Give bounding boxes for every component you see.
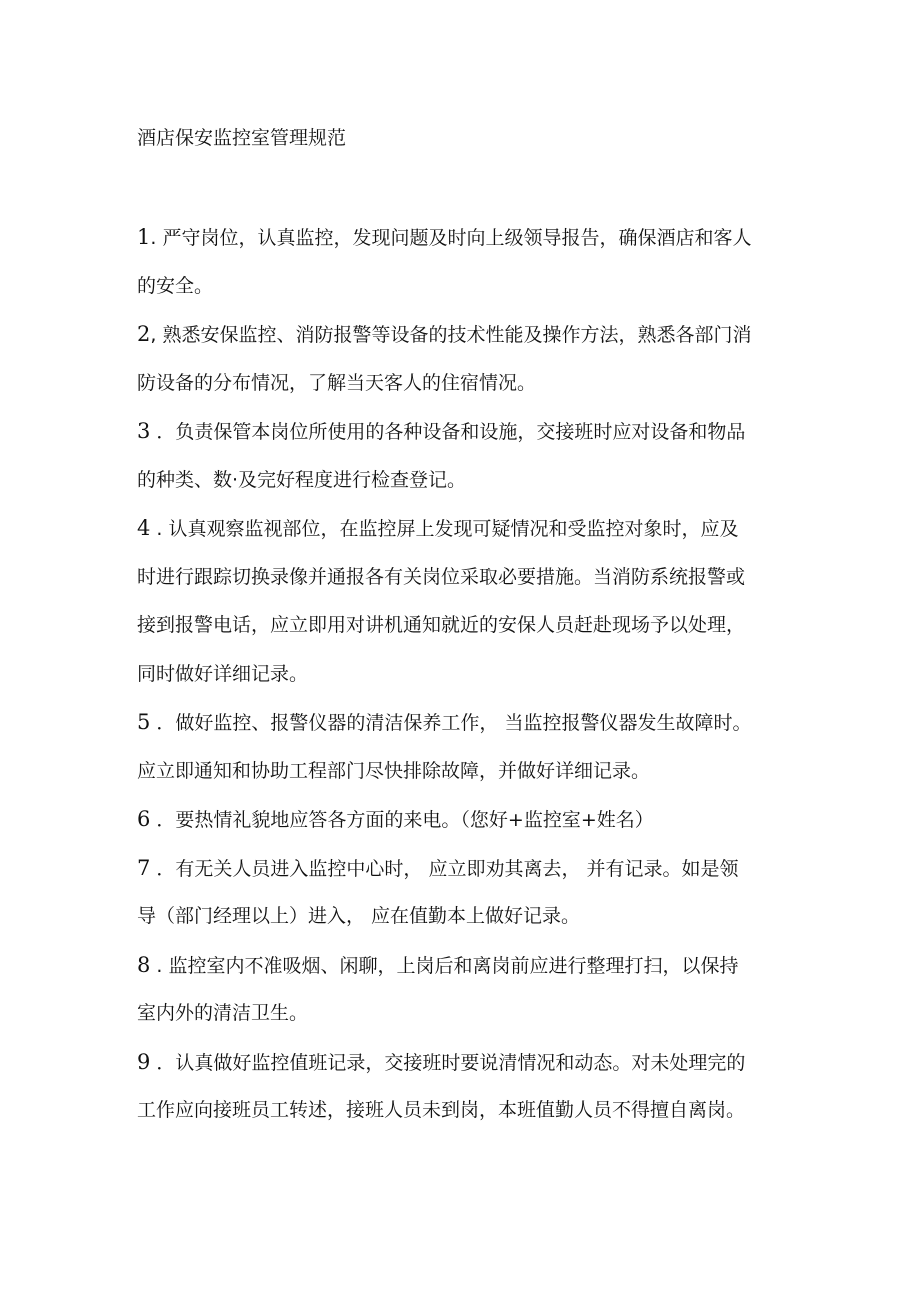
rule-number: 1 [137, 225, 151, 249]
rule-item-9 [137, 1038, 787, 1135]
rule-text: 的安全。 [137, 274, 214, 297]
rule-line [137, 844, 787, 893]
rule-number: 2 [137, 322, 151, 346]
rule-text: ．认真做好监控值班记录，交接班时要说清情况和动态。对未处理完的 [150, 1051, 746, 1074]
rule-line [137, 504, 787, 553]
rule-line [137, 407, 787, 456]
rule-text: 应立即通知和协助工程部门尽快排除故障，并做好详细记录。 [137, 759, 651, 782]
rule-text: ．做好监控、报警仪器的清洁保养工作， 当监控报警仪器发生故障时。 [150, 712, 752, 734]
rule-item-7 [137, 844, 787, 941]
rule-text: ．要热情礼貌地应答各方面的来电。（您好+监控室+姓名） [150, 809, 654, 831]
rule-text: 室内外的清洁卫生。 [137, 1002, 309, 1024]
rule-text: 接到报警电话，应立即用对讲机通知就近的安保人员赶赴现场予以处理， [137, 614, 746, 636]
rule-item-6 [137, 795, 787, 844]
rule-number: 7 [137, 855, 151, 880]
rule-number: 3 [137, 419, 151, 443]
rule-item-8 [137, 941, 787, 1038]
rule-text: , 熟悉安保监控、消防报警等设备的技术性能及操作方法，熟悉各部门消 [150, 324, 752, 346]
rule-item-1 [137, 213, 787, 310]
rule-line [137, 1038, 787, 1087]
rule-item-3 [137, 407, 787, 504]
rule-number: 9 [137, 1049, 151, 1074]
rule-line [137, 310, 787, 359]
rule-line [137, 698, 787, 747]
rule-line [137, 213, 787, 262]
rule-text: 导（部门经理以上）进入， 应在值勤本上做好记录。 [137, 905, 581, 927]
rule-item-2 [137, 310, 787, 407]
rule-number: 8 [137, 952, 151, 977]
rule-text: . 认真观察监视部位，在监控屏上发现可疑情况和受监控对象时，应及 [150, 518, 739, 540]
rule-number: 5 [137, 710, 151, 734]
rule-text: 的种类、数·及完好程度进行检查登记。 [137, 468, 467, 491]
rule-item-4 [137, 504, 787, 698]
rule-text: 同时做好详细记录。 [137, 662, 309, 685]
rule-number: 6 [137, 807, 151, 831]
rule-text: 防设备的分布情况，了解当天客人的住宿情况。 [137, 371, 537, 394]
rule-item-5 [137, 698, 787, 795]
rule-text: 工作应向接班员工转述，接班人员未到岗，本班值勤人员不得擅自离岗。 [137, 1099, 746, 1121]
rule-line [137, 795, 787, 844]
document-title: 酒店保安监控室管理规范 [137, 127, 347, 149]
rule-text: . 监控室内不准吸烟、闲聊，上岗后和离岗前应进行整理打扫，以保持 [150, 954, 739, 977]
rule-text: . 严守岗位，认真监控，发现问题及时向上级领导报告，确保酒店和客人 [150, 227, 752, 249]
rule-line [137, 941, 787, 990]
document-body [137, 213, 787, 1135]
rule-number: 4 [137, 516, 151, 540]
rule-text: ．有无关人员进入监控中心时， 应立即劝其离去， 并有记录。如是领 [150, 857, 739, 880]
rule-text: 时进行跟踪切换录像并通报各有关岗位采取必要措施。当消防系统报警或 [137, 565, 746, 588]
rule-text: ．负责保管本岗位所使用的各种设备和设施，交接班时应对设备和物品 [150, 421, 746, 443]
